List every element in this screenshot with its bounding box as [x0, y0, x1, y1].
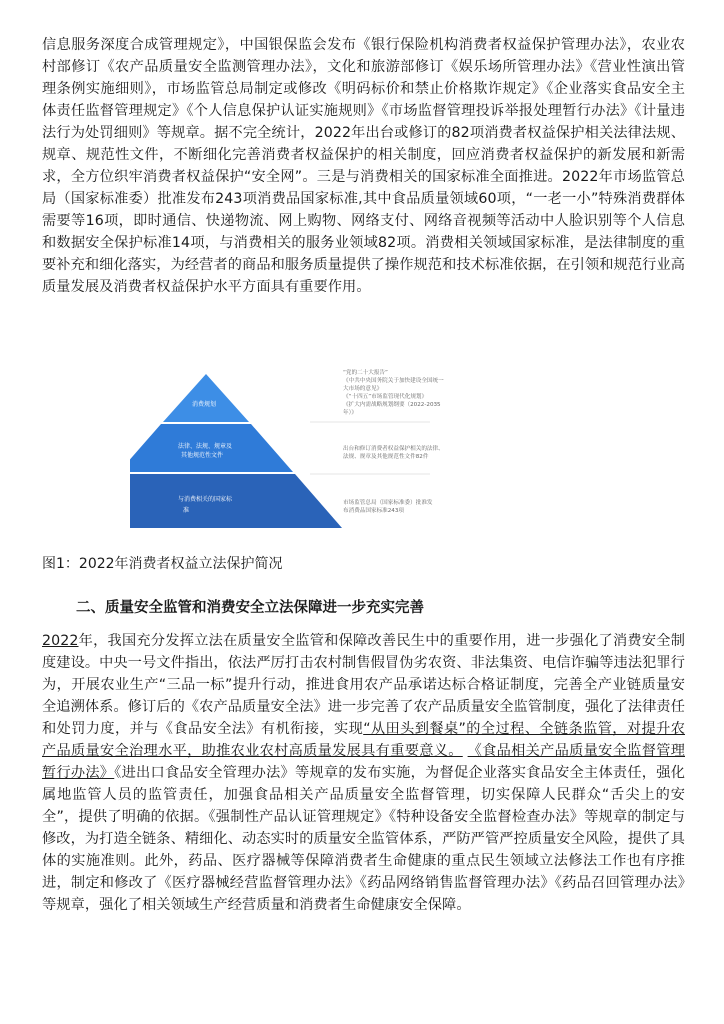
paragraph-legislation: 信息服务深度合成管理规定》，中国银保监会发布《银行保险机构消费者权益保护管理办法》，农业农村部修订《农产品质量安全监测管理办法》，文化和旅游部修订《娱乐场所管理办法》《营业性演出管理条例实施细则》，市场监管总局制定或修改《明码标价和禁止价格欺诈规定》《企业落实食品安全主体责任监督管理规定》《个人信息保护认证实施规则》《市场监督管理投诉举报处理暂行办法》《计量违法行为处罚细则》等规章。据不完全统计，2022年出台或修订的82项消费者权益保护相关法律法规、规章、规范性文件，不断细化完善消费者权益保护的相关制度，回应消费者权益保护的新发展和新需求，全方位织牢消费者权益保护“安全网”。三是与消费相关的国家标准全面推进。2022年市场监管总局（国家标准委）批准发布243项消费品国家标准,其中食品质量领域60项，“一老一小”特殊消费群体需要等16项，即时通信、快递物流、网上购物、网络支付、网络音视频等活动中人脸识别等个人信息和数据安全保护标准14项，与消费相关的服务业领域82项。消费相关领域国家标准，是法律制度的重要补充和细化落实，为经营者的商品和服务质量提供了操作规范和技术标准依据，在引领和规范行业高质量发展及消费者权益保护水平方面具有重要作用。 [42, 37, 685, 295]
tier-1-label: 消费规划 [191, 401, 217, 408]
pyramid-figure [130, 362, 560, 552]
text-run: 年，我国充分发挥立法在质量安全监管和保障改善民生中的重要作用，进一步强化了消费安全制度建设。中央一号文件指出，依法严厉打击农村制售假冒伪劣农资、非法集资、电信诈骗等违法犯罪行为，开展农业生产“三品一标”提升行动，推进食用农产品承诺达标合格证制度，完善全产业链质量安全追溯体系。修订后的《农产品质量安全法》进一步完善了农产品质量安全监管制度，强化了法律责任和处罚力度，并与《食品安全法》有机衔接，实现 [42, 633, 685, 737]
paragraph-quality-safety [42, 630, 685, 916]
figure-caption: 图1：2022年消费者权益立法保护简况 [42, 556, 283, 572]
underlined-text: “从田头到餐桌”的全过程、全链条监管，对提升农产品质量安全治理水平，助推农业农村高质量发展具有重要意义。 [42, 721, 685, 759]
year-link: 2022 [42, 633, 79, 649]
note-3: 市场监管总局（国家标准委）批准发 布消费品国家标准243项 [343, 500, 433, 514]
pyramid-top-tier [163, 374, 249, 422]
section-heading: 二、质量安全监管和消费安全立法保障进一步充实完善 [76, 600, 424, 616]
tier-3-label: 与消费相关的国家标 准 [178, 496, 233, 514]
underlined-text: 《食品相关产品质量安全监督管理暂行办法》 [42, 743, 685, 781]
pyramid-bottom-tier [130, 474, 342, 528]
note-1: “党的二十大报告” 《中共中央国务院关于加快建设全国统一 大市场的意见》 《“十四五”市场监管现代化规划》 《扩大内需战略规划纲要（2022-2035 年）》 [343, 370, 444, 416]
tier-2-label: 法律、法规、规章及 其他规范性文件 [178, 443, 233, 459]
note-2: 出台和修订消费者权益保护相关的法律、 法规、规章及其他规范性文件82件 [343, 446, 444, 460]
text-run: 《进出口食品安全管理办法》等规章的发布实施，为督促企业落实食品安全主体责任，强化属地监管人员的监管责任，加强食品相关产品质量安全监督管理，切实保障人民群众“舌尖上的安全”，提供了明确的依据。《强制性产品认证管理规定》《特种设备安全监督检查办法》等规章的制定与修改，为打造全链条、精细化、动态实时的质量安全监管体系，严防严管严控质量安全风险，提供了具体的实施准则。此外，药品、医疗器械等保障消费者生命健康的重点民生领域立法修法工作也有序推进，制定和修改了《医疗器械经营监督管理办法》《药品网络销售监督管理办法》《药品召回管理办法》等规章，强化了相关领域生产经营质量和消费者生命健康安全保障。 [42, 765, 685, 913]
